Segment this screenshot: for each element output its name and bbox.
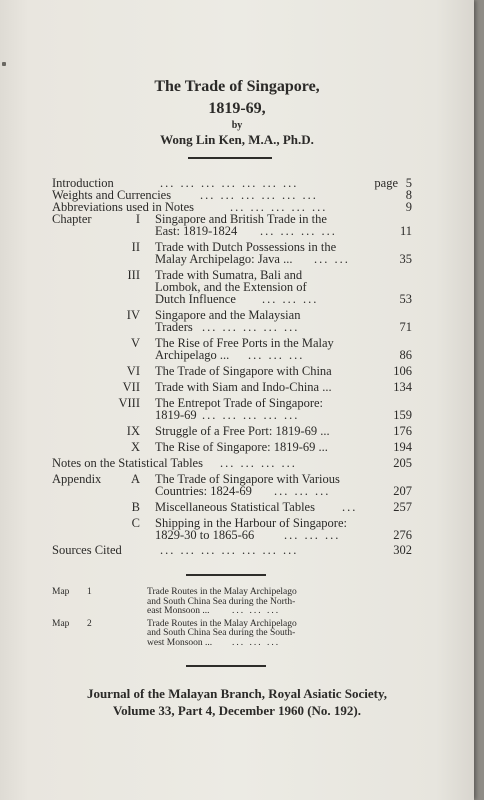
toc-row-continuation	[52, 349, 412, 361]
page-number: 9	[405, 200, 412, 214]
page-number: 276	[393, 528, 412, 542]
chapter-title-cont: Malay Archipelago: Java ...	[155, 252, 293, 266]
appendix-title: Shipping in the Harbour of Singapore:	[155, 516, 347, 530]
toc-row-continuation	[52, 409, 412, 421]
book-title: The Trade of Singapore,	[154, 78, 320, 95]
chapter-title: Singapore and British Trade in the	[155, 212, 327, 226]
leader-dots: ... ... ... ... ...	[202, 408, 300, 422]
toc-row-notes	[52, 457, 412, 469]
map-number: 1	[87, 587, 92, 597]
leader-dots: ... ... ... ... ... ... ...	[160, 176, 299, 190]
chapter-title-cont: 1819-69	[155, 408, 197, 422]
chapter-number: VII	[122, 380, 140, 394]
toc-row-chapter-10	[52, 441, 412, 453]
toc-row-chapter-6	[52, 365, 412, 377]
leader-dots: ... ... ...	[232, 606, 281, 616]
page-number: 86	[399, 348, 412, 362]
toc-row-continuation	[52, 485, 412, 497]
leader-dots: ... ... ...	[262, 292, 319, 306]
toc-label: Weights and Currencies	[52, 188, 172, 202]
toc-row-chapter-7	[52, 381, 412, 393]
map-title-cont: and South China Sea during the North-	[147, 596, 296, 607]
leader-dots: ... ... ... ... ...	[230, 200, 328, 214]
appendix-letter: A	[130, 472, 140, 486]
chapter-number: IX	[126, 424, 140, 438]
toc-row-continuation	[52, 321, 412, 333]
chapter-title: The Trade of Singapore with China	[155, 364, 332, 378]
chapter-title-cont: Lombok, and the Extension of	[155, 280, 307, 294]
chapter-title-cont: Archipelago ...	[155, 348, 230, 362]
by-line: by	[231, 120, 243, 131]
divider-rule-bottom	[186, 665, 266, 667]
chapter-title-cont: Traders	[155, 320, 193, 334]
appendix-label: Appendix	[52, 472, 102, 486]
divider-rule-top	[188, 157, 272, 159]
appendix-title: The Trade of Singapore with Various	[155, 472, 340, 486]
chapter-title: The Rise of Free Ports in the Malay	[155, 336, 334, 350]
chapter-number: VI	[126, 364, 140, 378]
chapter-title: Trade with Siam and Indo-China ...	[155, 380, 332, 394]
chapter-title: The Rise of Singapore: 1819-69 ...	[155, 440, 328, 454]
leader-dots: ...	[342, 500, 358, 514]
map-row-continuation	[52, 607, 432, 617]
map-title-cont: east Monsoon ...	[147, 606, 210, 616]
page-number: 302	[393, 543, 412, 557]
leader-dots: ... ... ...	[248, 348, 305, 362]
leader-dots: ... ... ... ...	[220, 456, 297, 470]
chapter-number: X	[130, 440, 140, 454]
toc-row-appendix-b	[52, 501, 412, 513]
table-of-contents	[52, 177, 412, 556]
divider-rule-middle	[186, 574, 266, 576]
toc-row-chapter-9	[52, 425, 412, 437]
appendix-title-cont: 1829-30 to 1865-66	[155, 528, 255, 542]
leader-dots: ... ... ...	[232, 637, 281, 648]
chapter-number: IV	[126, 308, 140, 322]
journal-line-1: Journal of the Malayan Branch, Royal Asiatic Society,	[86, 686, 388, 701]
page-word: page	[374, 176, 398, 190]
toc-label: Introduction	[52, 176, 114, 190]
page-number: 159	[393, 408, 412, 422]
leader-dots: ... ... ...	[274, 484, 331, 498]
map-title-cont: and South China Sea during the South-	[147, 628, 296, 638]
leader-dots: ... ... ...	[284, 528, 341, 542]
chapter-title: The Entrepot Trade of Singapore:	[155, 396, 324, 410]
map-row-continuation	[52, 639, 432, 649]
toc-row-continuation	[52, 225, 412, 237]
chapter-title-cont: East: 1819-1824	[155, 224, 238, 238]
toc-row-chapter-5	[52, 337, 412, 349]
toc-label: Abbreviations used in Notes	[52, 200, 194, 214]
page-number: 71	[399, 320, 412, 334]
map-title: Trade Routes in the Malay Archipelago	[147, 618, 297, 629]
chapter-number: VIII	[118, 396, 140, 410]
page-number: 53	[399, 292, 412, 306]
leader-dots: ... ... ... ...	[260, 224, 337, 238]
page-number: 207	[393, 484, 412, 498]
chapter-number: I	[135, 212, 140, 226]
toc-label: Sources Cited	[52, 543, 122, 557]
appendix-letter: B	[131, 500, 140, 514]
page-number: 205	[393, 456, 412, 470]
chapter-number: V	[130, 336, 140, 350]
chapter-title-cont: Dutch Influence	[155, 292, 236, 306]
page-number: 257	[393, 500, 412, 514]
page-number: 134	[393, 380, 412, 394]
chapter-title: Trade with Dutch Possessions in the	[155, 240, 337, 254]
chapter-label: Chapter	[52, 212, 92, 226]
chapter-title: Singapore and the Malaysian	[155, 308, 301, 322]
leader-dots: ... ...	[314, 252, 350, 266]
page-number: 35	[399, 252, 412, 266]
journal-line-2: Volume 33, Part 4, December 1960 (No. 192).	[112, 703, 362, 718]
page-number: 194	[393, 440, 412, 454]
leader-dots: ... ... ... ... ...	[202, 320, 300, 334]
map-title: Trade Routes in the Malay Archipelago	[147, 587, 297, 597]
chapter-title: Trade with Sumatra, Bali and	[155, 268, 303, 282]
leader-dots: ... ... ... ... ... ... ...	[160, 543, 299, 557]
toc-row-continuation	[52, 529, 412, 541]
author-name: Wong Lin Ken, M.A., Ph.D.	[160, 132, 314, 147]
page-number: 5	[405, 176, 412, 190]
list-of-maps	[52, 588, 432, 648]
toc-label: Notes on the Statistical Tables	[52, 456, 203, 470]
chapter-title: Struggle of a Free Port: 1819-69 ...	[155, 424, 330, 438]
page-number: 106	[393, 364, 412, 378]
toc-row-sources	[52, 544, 412, 556]
page-edge-mark	[2, 62, 6, 66]
map-number: 2	[87, 618, 92, 629]
book-years: 1819-69,	[208, 100, 266, 117]
appendix-title: Miscellaneous Statistical Tables	[155, 500, 315, 514]
appendix-title-cont: Countries: 1824-69	[155, 484, 252, 498]
page-number: 11	[399, 224, 412, 238]
map-label: Map	[52, 618, 70, 629]
leader-dots: ... ... ... ... ... ...	[200, 188, 318, 202]
page-number: 176	[393, 424, 412, 438]
toc-row-continuation	[52, 253, 412, 265]
chapter-number: III	[127, 268, 140, 282]
appendix-letter: C	[131, 516, 140, 530]
chapter-number: II	[131, 240, 140, 254]
page-number: 8	[405, 188, 412, 202]
toc-row-continuation	[52, 293, 412, 305]
map-title-cont: west Monsoon ...	[147, 637, 213, 648]
map-label: Map	[52, 587, 70, 597]
